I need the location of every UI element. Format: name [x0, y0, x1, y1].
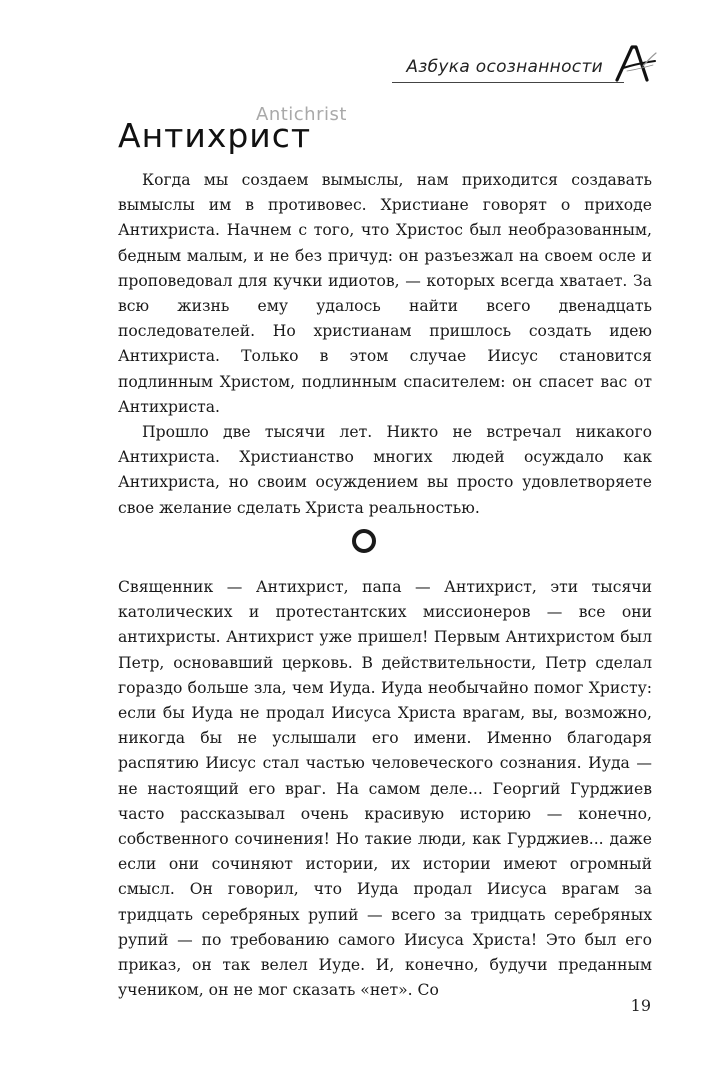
text-block-top: [118, 168, 652, 521]
page-number: 19: [630, 996, 651, 1015]
running-header: [406, 44, 657, 82]
paragraph-1: Когда мы создаем вымыслы, нам приходится создавать вымыслы им в противовес. Христиане говорят о приходе Антихриста. Начнем с того, что Христос был необразованным, бедным малым, и не без причуд: он разъезжал на своем осле и проповедовал для кучки идиотов, — которых всегда хватает. За всю жизнь ему удалось найти всего двенадцать последователей. Но христианам пришлось создать идею Антихриста. Только в этом случае Иисус становится подлинным Христом, подлинным спасителем: он спасет вас от Антихриста.: [118, 171, 652, 416]
text-block-bottom: [118, 575, 652, 1003]
chapter-title: Антихрист: [118, 116, 312, 155]
chapter-subtitle-english: Antichrist: [256, 104, 347, 125]
header-rule: [392, 82, 624, 83]
running-title: Азбука осознанности: [406, 57, 603, 77]
paragraph-2: Прошло две тысячи лет. Никто не встречал никакого Антихриста. Христианство многих людей осуждало как Антихриста, но своим осуждением вы просто удовлетворяете свое желание сделать Христа реальностью.: [118, 423, 652, 517]
paragraph-3: Священник — Антихрист, папа — Антихрист, эти тысячи католических и протестантских миссионеров — все они антихристы. Антихрист уже пришел! Первым Антихристом был Петр, основавший церковь. В действительности, Петр сделал гораздо больше зла, чем Иуда. Иуда необычайно помог Христу: если бы Иуда не продал Иисуса Христа врагам, вы, возможно, никогда бы не услышали его имени. Именно благодаря распятию Иисус стал частью человеческого сознания. Иуда — не настоящий его враг. На самом деле... Георгий Гурджиев часто рассказывал очень красивую историю — конечно, собственного сочинения! Но такие люди, как Гурджиев... даже если они сочиняют истории, их истории имеют огромный смысл. Он говорил, что Иуда продал Иисуса врагам за тридцать серебряных рупий — всего за тридцать серебряных рупий — по требованию самого Иисуса Христа! Это был его приказ, он так велел Иуде. И, конечно, будучи преданным учеником, он не мог сказать «нет». Со: [118, 578, 652, 1000]
letter-a-glyph-icon: [613, 44, 657, 82]
circle-divider-icon: [350, 527, 378, 555]
